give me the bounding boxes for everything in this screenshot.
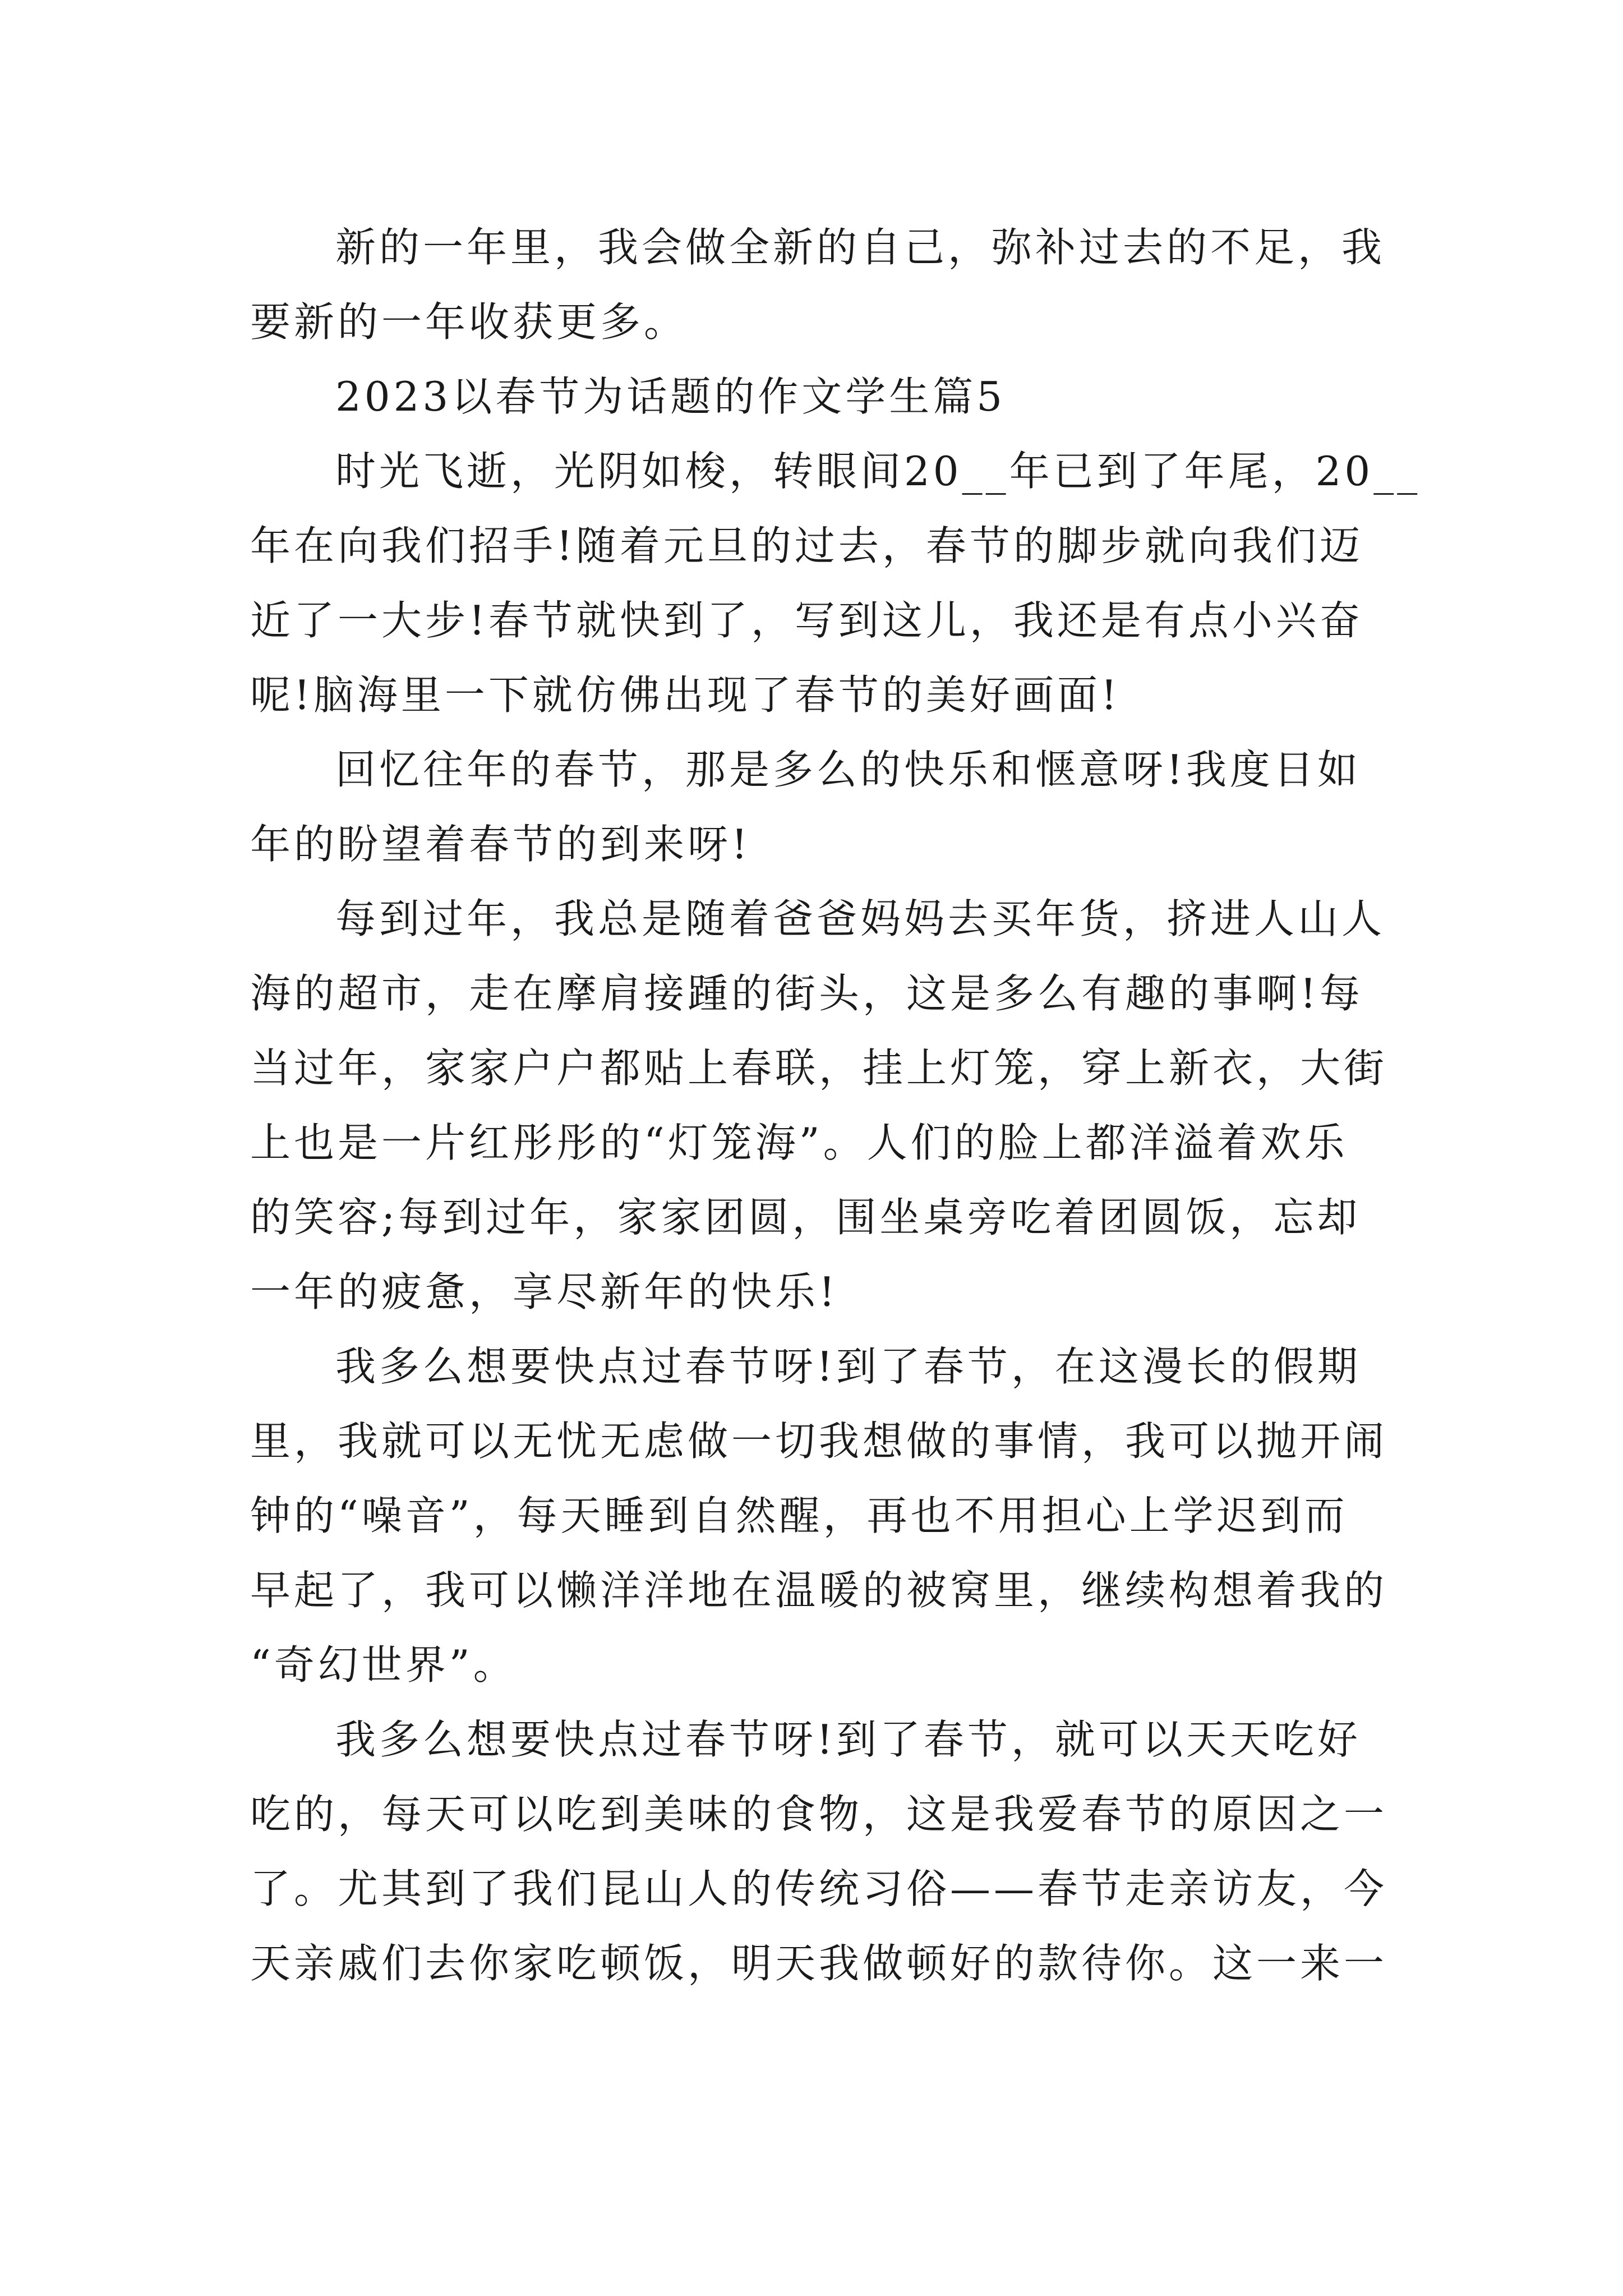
text-line: 了。尤其到了我们昆山人的传统习俗——春节走亲访友，今 xyxy=(250,1865,1388,1912)
text-line: 里，我就可以无忧无虑做一切我想做的事情，我可以抛开闹 xyxy=(250,1418,1388,1465)
text-line: 新的一年里，我会做全新的自己，弥补过去的不足，我 xyxy=(335,224,1386,271)
text-line: 我多么想要快点过春节呀!到了春节，在这漫长的假期 xyxy=(335,1343,1361,1390)
text-line: 吃的，每天可以吃到美味的食物，这是我爱春节的原因之一 xyxy=(250,1791,1388,1838)
text-line: 要新的一年收获更多。 xyxy=(250,298,688,346)
text-line: 的笑容;每到过年，家家团圆，围坐桌旁吃着团圆饭，忘却 xyxy=(250,1194,1361,1241)
text-line: 我多么想要快点过春节呀!到了春节，就可以天天吃好 xyxy=(335,1716,1361,1763)
text-line: 呢!脑海里一下就仿佛出现了春节的美好画面! xyxy=(250,671,1121,719)
text-line: 上也是一片红彤彤的“灯笼海”。人们的脸上都洋溢着欢乐 xyxy=(250,1119,1348,1166)
text-line: 当过年，家家户户都贴上春联，挂上灯笼，穿上新衣，大街 xyxy=(250,1045,1388,1092)
text-line: 早起了，我可以懒洋洋地在温暖的被窝里，继续构想着我的 xyxy=(250,1567,1388,1614)
text-line: 时光飞逝，光阴如梭，转眼间20__年已到了年尾，20__ xyxy=(335,448,1421,495)
text-line: 天亲戚们去你家吃顿饭，明天我做顿好的款待你。这一来一 xyxy=(250,1940,1388,1987)
text-line: 2023以春节为话题的作文学生篇5 xyxy=(335,373,1006,420)
text-line: 年的盼望着春节的到来呀! xyxy=(250,821,751,868)
document-body xyxy=(250,210,1421,2001)
text-line: 近了一大步!春节就快到了，写到这儿，我还是有点小兴奋 xyxy=(250,597,1363,644)
text-line: “奇幻世界”。 xyxy=(250,1641,517,1688)
text-line: 年在向我们招手!随着元旦的过去，春节的脚步就向我们迈 xyxy=(250,522,1363,569)
text-line: 回忆往年的春节，那是多么的快乐和惬意呀!我度日如 xyxy=(335,746,1361,793)
text-line: 钟的“噪音”，每天睡到自然醒，再也不用担心上学迟到而 xyxy=(250,1492,1348,1539)
text-line: 海的超市，走在摩肩接踵的街头，这是多么有趣的事啊!每 xyxy=(250,970,1363,1017)
text-line: 每到过年，我总是随着爸爸妈妈去买年货，挤进人山人 xyxy=(335,895,1386,942)
text-line: 一年的疲惫，享尽新年的快乐! xyxy=(250,1268,838,1315)
